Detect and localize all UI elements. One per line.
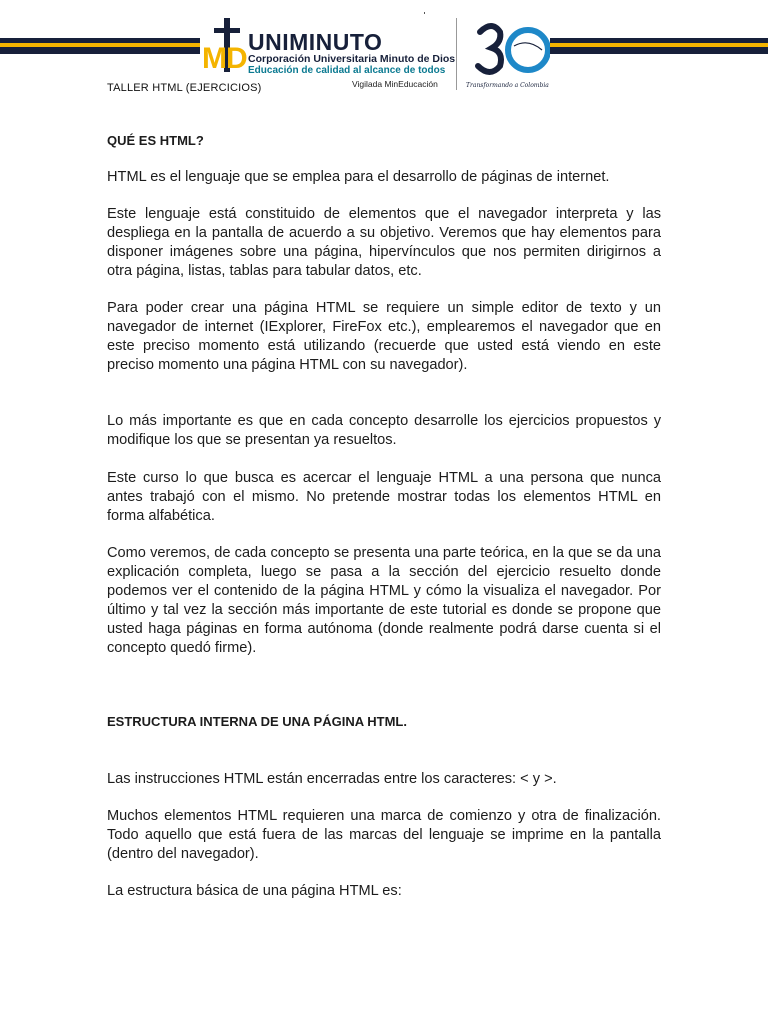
paragraph-text: Lo más importante es que en cada concepto desarrolle los ejercicios propuestos y modifique los que se presentan ya resueltos. xyxy=(107,413,661,448)
paragraph-4 xyxy=(107,412,661,450)
paragraph-text: Para poder crear una página HTML se requiere un simple editor de texto y un navegador de internet (IExplorer, FireFox etc.), emplearemos el navegador que en este preciso momento está utilizando (recuerde que usted está viendo en este preciso momento una página HTML con su navegador). xyxy=(107,300,661,373)
section-heading: QUÉ ES HTML? xyxy=(107,133,204,148)
paragraph-text: Muchos elementos HTML requieren una marca de comienzo y otra de finalización. Todo aquello que está fuera de las marcas del lenguaje se imprime en la pantalla (dentro del navegador). xyxy=(107,808,661,862)
section-heading: ESTRUCTURA INTERNA DE UNA PÁGINA HTML. xyxy=(107,714,407,729)
paragraph-3 xyxy=(107,299,661,375)
paragraph-2 xyxy=(107,205,661,281)
workshop-label: TALLER HTML (EJERCICIOS) xyxy=(107,82,262,94)
paragraph-7 xyxy=(107,770,661,789)
paragraph-5 xyxy=(107,469,661,526)
anniversary-30-logo-icon xyxy=(470,10,550,90)
paragraph-text: Este lenguaje está constituido de elementos que el navegador interpreta y las despliega en la pantalla de acuerdo a su objetivo. Veremos que hay elementos para disponer imágenes sobre una página, hipervínculos que nos permiten dirigirnos a otra página, listas, tablas para tabular datos, etc. xyxy=(107,206,661,279)
paragraph-text: La estructura básica de una página HTML es: xyxy=(107,883,402,899)
paragraph-6 xyxy=(107,544,661,658)
anniversary-motto: Transformando a Colombia xyxy=(466,82,549,89)
brand-vigilada: Vigilada MinEducación xyxy=(352,79,438,89)
svg-text:D: D xyxy=(226,42,248,75)
header-band-right xyxy=(548,38,768,54)
paragraph-text: Como veremos, de cada concepto se presenta una parte teórica, en la que se da una explicación completa, luego se pasa a la sección del ejercicio resuelto donde podemos ver el contenido de la página HTML y cómo la visualiza el navegador. Por último y tal vez la sección más importante de este tutorial es donde se propone que usted haga páginas en forma autónoma (donde realmente podrá darse cuenta si el concepto quedó firme). xyxy=(107,545,661,656)
header-band-left xyxy=(0,38,210,54)
paragraph-9 xyxy=(107,882,661,901)
brand-subtitle: Corporación Universitaria Minuto de Dios xyxy=(248,53,456,65)
brand-name: UNIMINUTO xyxy=(248,29,383,55)
paragraph-8 xyxy=(107,807,661,864)
paragraph-text: HTML es el lenguaje que se emplea para el desarrollo de páginas de internet. xyxy=(107,169,610,185)
section-1-heading xyxy=(107,131,661,150)
section-2-heading xyxy=(107,712,661,731)
brand-slogan: Educación de calidad al alcance de todos xyxy=(248,65,446,76)
svg-text:M: M xyxy=(202,42,227,75)
paragraph-text: Este curso lo que busca es acercar el lenguaje HTML a una persona que nunca antes trabajó con el mismo. No pretende mostrar todas los elementos HTML en forma alfabética. xyxy=(107,470,661,524)
paragraph-text: Las instrucciones HTML están encerradas entre los caracteres: < y >. xyxy=(107,771,557,787)
paragraph-1 xyxy=(107,168,661,187)
logo-divider xyxy=(456,18,457,90)
